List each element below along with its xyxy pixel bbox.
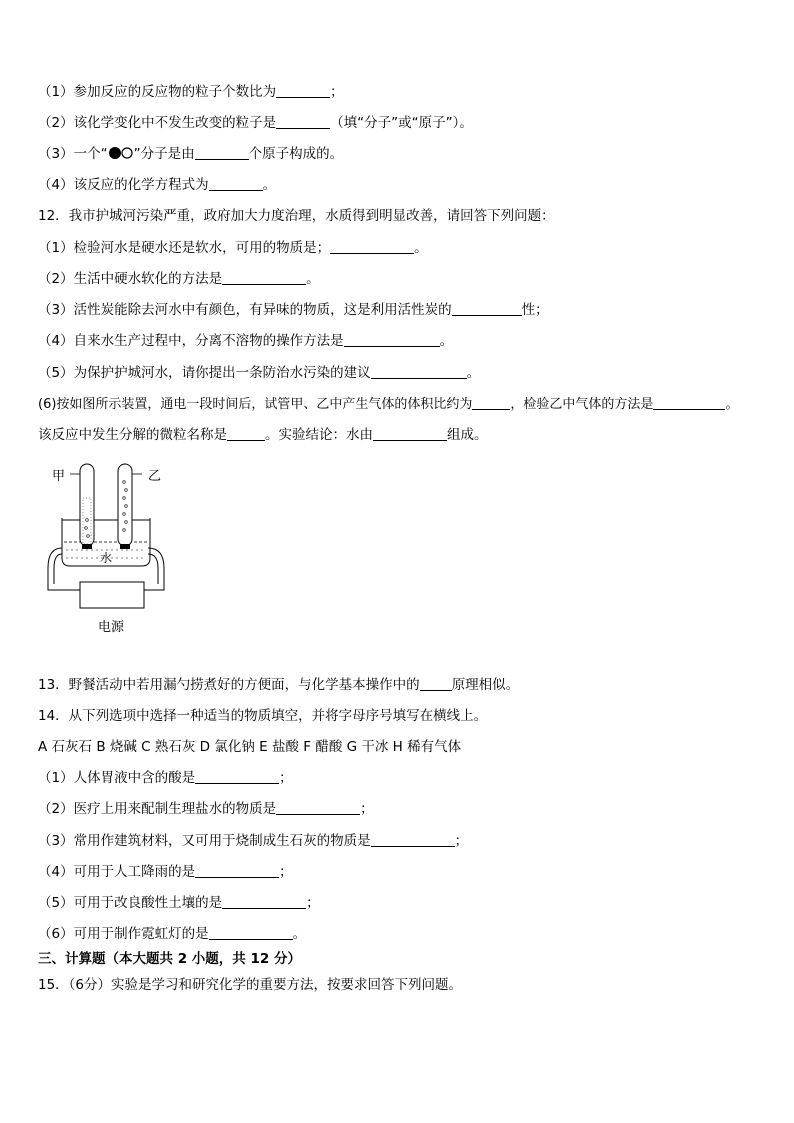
q15: 15．（6分）实验是学习和研究化学的重要方法，按要求回答下列问题。 [38,977,463,993]
q12-stem: 12．我市护城河污染严重，政府加大力度治理，水质得到明显改善，请回答下列问题： [38,208,555,224]
q14-item-6: （6）可用于制作霓虹灯的是 。 [38,926,307,942]
q11-item-4: （4）该反应的化学方程式为 。 [38,177,277,193]
q12-item-2: （2）生活中硬水软化的方法是 。 [38,271,320,287]
q12-item-4: （4）自来水生产过程中，分离不溶物的操作方法是 。 [38,333,454,349]
answer-blank[interactable] [222,270,306,285]
answer-blank[interactable] [227,426,265,441]
q14-item-3: （3）常用作建筑材料，又可用于烧制成生石灰的物质是 ； [38,833,469,849]
q14-options: A 石灰石 B 烧碱 C 熟石灰 D 氯化钠 E 盐酸 F 醋酸 G 干冰 H 稀有气体 [38,739,462,755]
answer-blank[interactable] [344,332,440,347]
answer-blank[interactable] [330,239,414,254]
q11-item-3: （3）一个“ ”分子是由 个原子构成的。 [38,146,344,162]
tube-label-yi: 乙 [148,469,162,484]
answer-blank[interactable] [222,894,306,909]
answer-blank[interactable] [371,832,455,847]
electrolysis-apparatus-figure [40,458,180,638]
power-label: 电源 [98,620,125,635]
answer-blank[interactable] [276,83,330,98]
answer-blank[interactable] [195,145,249,160]
q12-item-1: （1）检验河水是硬水还是软水，可用的物质是； 。 [38,240,428,256]
answer-blank[interactable] [276,800,360,815]
answer-blank[interactable] [472,395,510,410]
q12-item-3: （3）活性炭能除去河水中有颜色，有异味的物质，这是利用活性炭的 性； [38,302,549,318]
q14-item-2: （2）医疗上用来配制生理盐水的物质是 ； [38,801,374,817]
water-label: 水 [100,551,113,565]
q11-item-2: （2）该化学变化中不发生改变的粒子是 （填“分子”或“原子”）。 [38,115,473,131]
answer-blank[interactable] [373,426,447,441]
answer-blank[interactable] [209,176,263,191]
section-3-title: 三、计算题（本大题共 2 小题，共 12 分） [38,951,301,967]
q14-item-1: （1）人体胃液中含的酸是 ； [38,770,293,786]
answer-blank[interactable] [371,364,467,379]
q11-item-1: （1）参加反应的反应物的粒子个数比为 ； [38,84,344,100]
answer-blank[interactable] [420,676,452,691]
answer-blank[interactable] [452,301,522,316]
answer-blank[interactable] [195,769,279,784]
molecule-icon [108,146,134,160]
answer-blank[interactable] [209,925,293,940]
q14-stem: 14．从下列选项中选择一种适当的物质填空，并将字母序号填写在横线上。 [38,708,488,724]
answer-blank[interactable] [276,114,330,129]
q12-item-6-cont: 该反应中发生分解的微粒名称是 。实验结论：水由 组成。 [38,427,488,443]
q14-item-4: （4）可用于人工降雨的是 ； [38,864,293,880]
q14-item-5: （5）可用于改良酸性土壤的是 ； [38,895,320,911]
q13: 13．野餐活动中若用漏勺捞煮好的方便面，与化学基本操作中的 原理相似。 [38,677,520,693]
q12-item-6: (6)按如图所示装置，通电一段时间后，试管甲、乙中产生气体的体积比约为 ，检验乙中气体的方法是 。 [38,397,739,412]
answer-blank[interactable] [195,863,279,878]
tube-label-jia: 甲 [52,469,66,484]
q12-item-5: （5）为保护护城河水，请你提出一条防治水污染的建议 。 [38,365,481,381]
answer-blank[interactable] [653,395,725,410]
